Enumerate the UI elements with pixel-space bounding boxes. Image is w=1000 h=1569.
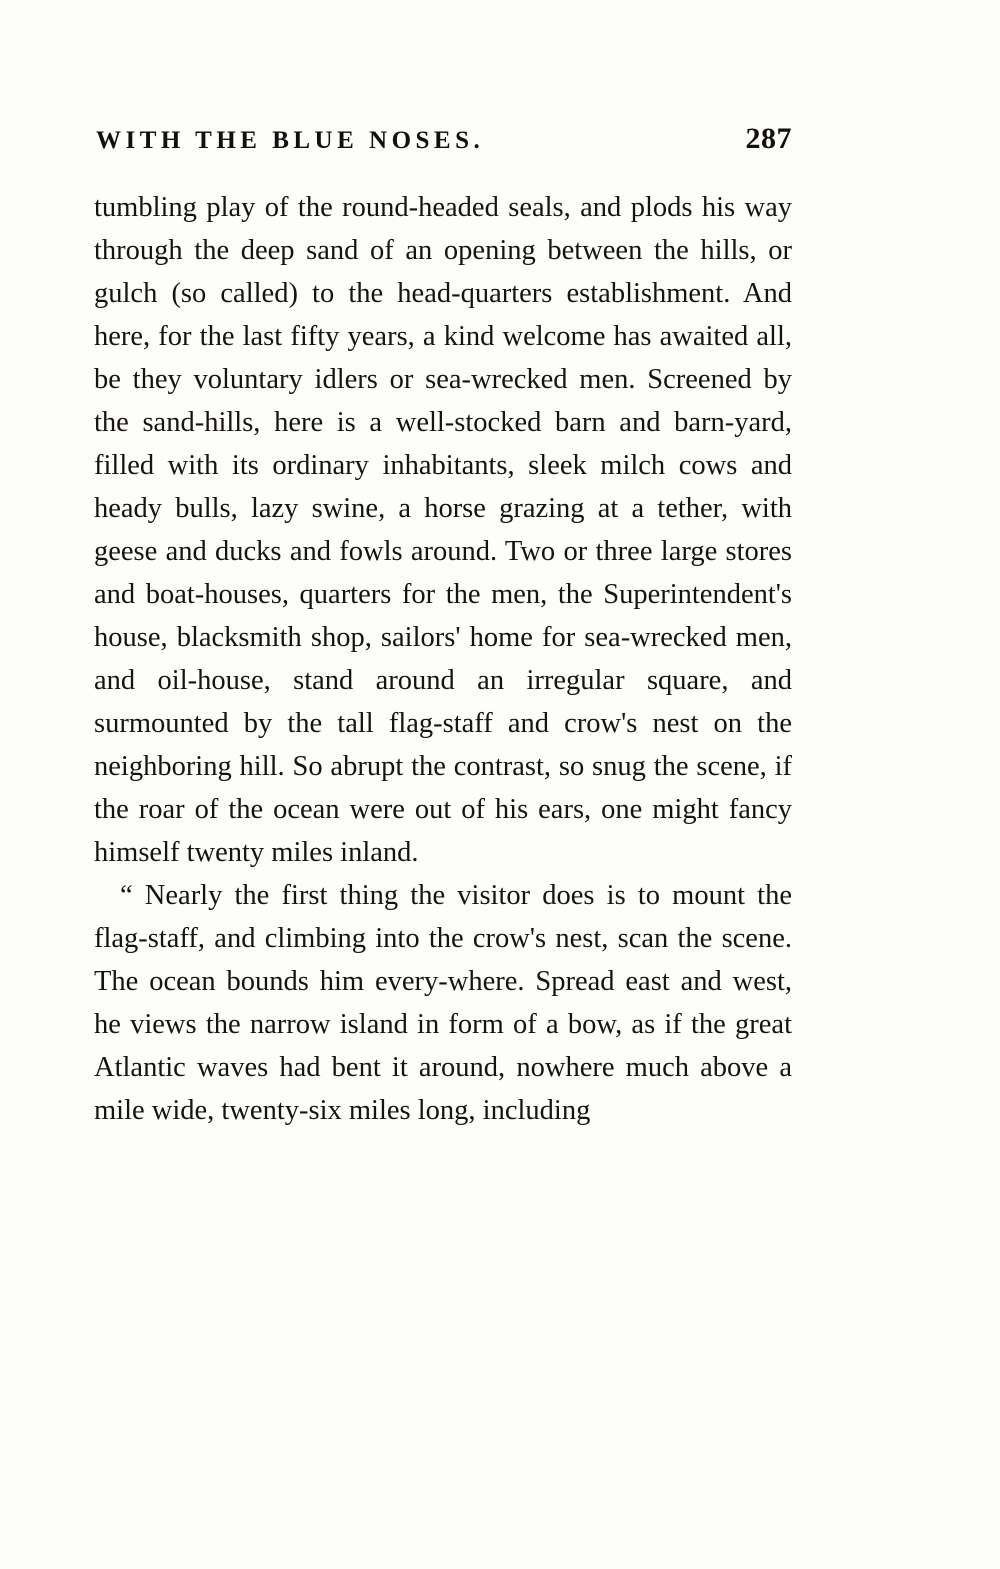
paragraph: tumbling play of the round-headed seals, and plods his way through the deep sand of an opening between the hills, or gulch (so called) to the head-quarters establishment. And here, for the last fifty years, a kind welcome has awaited all, be they voluntary idlers or sea-wrecked men. Screened by the sand-hills, here is a well-stocked barn and barn-yard, filled with its ordinary inhabitants, sleek milch cows and heady bulls, lazy swine, a horse grazing at a tether, with geese and ducks and fowls around. Two or three large stores and boat-houses, quarters for the men, the Superintendent's house, blacksmith shop, sailors' home for sea-wrecked men, and oil-house, stand around an irregular square, and surmounted by the tall flag-staff and crow's nest on the neighboring hill. So abrupt the contrast, so snug the scene, if the roar of the ocean were out of his ears, one might fancy himself twenty miles inland. — [94, 192, 792, 868]
running-head-title: WITH THE BLUE NOSES. — [96, 127, 485, 154]
running-head — [96, 122, 792, 156]
paragraph: “ Nearly the first thing the visitor does is to mount the flag-staff, and climbing into the crow's nest, scan the scene. The ocean bounds him every-where. Spread east and west, he views the narrow island in form of a bow, as if the great Atlantic waves had bent it around, nowhere much above a mile wide, twenty-six miles long, including — [94, 880, 792, 1126]
body-text — [94, 186, 792, 1132]
page-number: 287 — [745, 122, 792, 155]
